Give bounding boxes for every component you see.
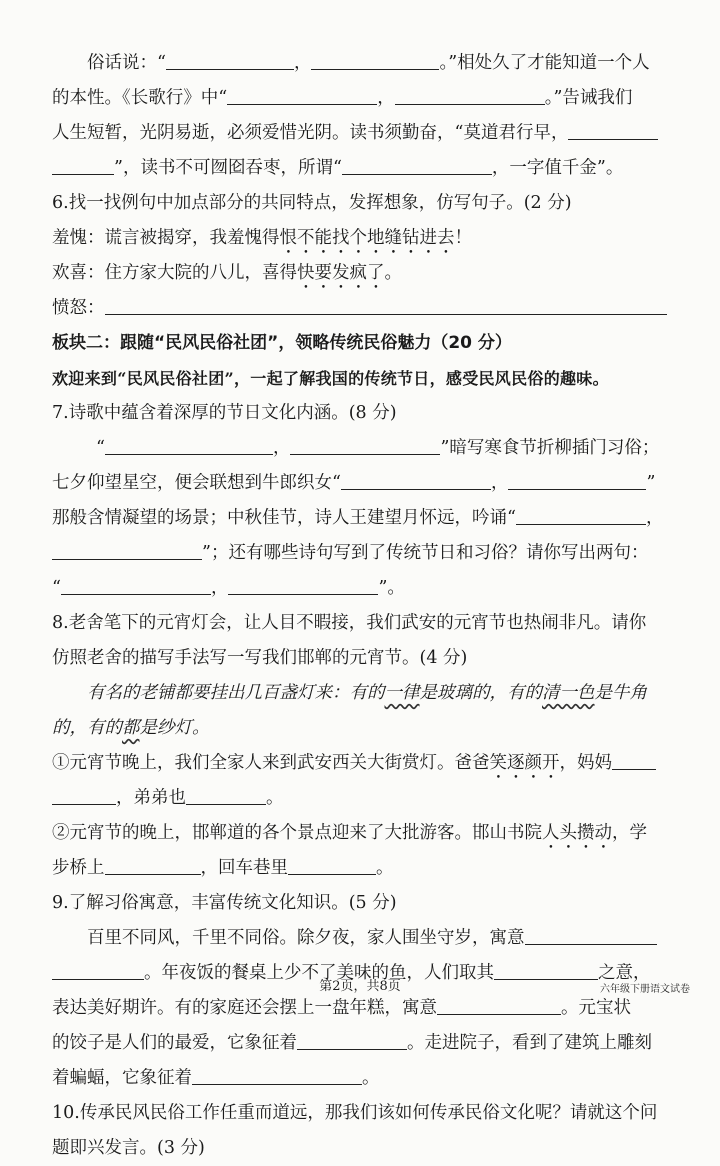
text: 俗话说：“ — [87, 53, 166, 73]
text-line — [52, 501, 674, 536]
text: 有名的老铺都要挂出几百盏灯来：有的 — [87, 683, 385, 703]
answer-blank[interactable] — [166, 47, 294, 70]
text: 那般含情凝望的场景；中秋佳节，诗人王建望月怀远，吟诵“ — [52, 508, 516, 528]
section-heading: 板块二：跟随“民风民俗社团”，领略传统民俗魅力（20 分） — [52, 333, 512, 353]
text: 。 — [384, 263, 402, 283]
text: ， — [210, 578, 229, 598]
text: 。 — [266, 788, 284, 808]
text-line — [52, 1061, 674, 1096]
text: ， — [377, 88, 395, 108]
text: 。元宝状 — [561, 998, 631, 1018]
question-10-cont: 题即兴发言。(3 分) — [52, 1138, 205, 1158]
text: “ — [96, 438, 105, 458]
answer-blank[interactable] — [297, 1027, 407, 1050]
text: ②元宵节的晚上，邯郸道的各个景点迎来了大批游客。邯山书院 — [52, 823, 542, 843]
answer-blank[interactable] — [192, 1062, 362, 1085]
text: 是纱灯。 — [139, 718, 210, 738]
text-line — [52, 991, 674, 1026]
text: 愤怒： — [52, 298, 105, 318]
text: 的，有的 — [52, 718, 122, 738]
text: ”暗写寒食节折柳插门习俗； — [440, 438, 660, 458]
answer-blank[interactable] — [508, 467, 646, 490]
text: 之意， — [598, 963, 651, 983]
text-line — [52, 921, 674, 956]
answer-blank[interactable] — [105, 852, 201, 875]
text: ，弟弟也 — [116, 788, 186, 808]
question-9: 9.了解习俗寓意，丰富传统文化知识。(5 分) — [52, 893, 397, 913]
dotted-phrase: 笑逐颜开 — [489, 753, 560, 773]
text-line — [52, 781, 674, 816]
footer-label: 六年级下册语文试卷 — [600, 984, 690, 995]
question-7: 7.诗歌中蕴含着深厚的节日文化内涵。(8 分) — [52, 403, 397, 423]
text: 表达美好期许。有的家庭还会摆上一盘年糕，寓意 — [52, 998, 437, 1018]
wavy-phrase: 一律 — [384, 683, 420, 703]
example-passage — [52, 676, 674, 711]
text: 。”相处久了才能知道一个人 — [439, 53, 650, 73]
text: ， — [645, 508, 664, 528]
text: 。 — [362, 1068, 380, 1088]
text-line — [52, 536, 674, 571]
text: 羞愧：谎言被揭穿，我羞愧得 — [52, 228, 280, 248]
question-10: 10.传承民风民俗工作任重而道远，那我们该如何传承民俗文化呢？请就这个问 — [52, 1103, 658, 1123]
answer-blank[interactable] — [525, 922, 657, 945]
answer-blank[interactable] — [61, 572, 211, 595]
text: 。”告诫我们 — [544, 88, 633, 108]
text: ”。 — [378, 578, 405, 598]
text-line — [52, 851, 674, 886]
text: 的饺子是人们的最爱，它象征着 — [52, 1033, 297, 1053]
question-8-cont: 仿照老舍的描写手法写一写我们邯郸的元宵节。(4 分) — [52, 648, 468, 668]
answer-blank[interactable] — [516, 502, 646, 525]
dotted-phrase: 恨不能找个地缝钻进去 — [279, 228, 455, 248]
text-line — [52, 1026, 674, 1061]
answer-blank[interactable] — [568, 117, 658, 140]
answer-blank[interactable] — [395, 82, 545, 105]
dotted-phrase: 人头攒动 — [542, 823, 612, 843]
answer-blank[interactable] — [288, 852, 376, 875]
text: ，妈妈 — [559, 753, 612, 773]
answer-blank[interactable] — [186, 782, 266, 805]
answer-blank[interactable] — [290, 432, 440, 455]
answer-blank[interactable] — [228, 572, 378, 595]
text: 着蝙蝠，它象征着 — [52, 1068, 192, 1088]
wavy-phrase: 都 — [122, 718, 140, 738]
text: 百里不同风，千里不同俗。除夕夜，家人围坐守岁，寓意 — [87, 928, 525, 948]
text-line — [52, 81, 674, 116]
text-line — [52, 746, 674, 781]
text: 是牛角 — [594, 683, 647, 703]
question-8: 8.老舍笔下的元宵灯会，让人目不暇接，我们武安的元宵节也热闹非凡。请你 — [52, 613, 647, 633]
text: 。 — [376, 858, 394, 878]
answer-blank[interactable] — [342, 152, 492, 175]
text: ， — [272, 438, 291, 458]
text-line — [52, 151, 674, 186]
example-line — [52, 221, 674, 256]
wavy-phrase: 清一色 — [542, 683, 595, 703]
text: 七夕仰望星空，便会联想到牛郎织女“ — [52, 473, 341, 493]
text: ，回车巷里 — [200, 858, 288, 878]
text-line — [52, 46, 674, 81]
text: 。年夜饭的餐桌上少不了美味的鱼，人们取其 — [144, 963, 494, 983]
exam-page — [52, 46, 674, 1166]
answer-blank[interactable] — [311, 47, 439, 70]
example-line — [52, 291, 674, 326]
page-number: 第2页，共8页 — [319, 979, 401, 994]
text-line — [52, 571, 674, 606]
text: 欢喜：住方家大院的八儿，喜得 — [52, 263, 297, 283]
text-line — [52, 116, 674, 151]
text: 。走进院子，看到了建筑上雕刻 — [407, 1033, 652, 1053]
answer-blank[interactable] — [612, 747, 656, 770]
text: ”，读书不可囫囵吞枣，所谓“ — [114, 158, 342, 178]
text: ！ — [454, 228, 472, 248]
section-intro: 欢迎来到“民风民俗社团”，一起了解我国的传统节日，感受民风民俗的趣味。 — [52, 369, 609, 388]
answer-blank[interactable] — [105, 292, 667, 315]
example-passage — [52, 711, 674, 746]
answer-blank[interactable] — [227, 82, 377, 105]
answer-blank[interactable] — [437, 992, 561, 1015]
answer-blank[interactable] — [52, 152, 114, 175]
text: 的本性。《长歌行》中“ — [52, 88, 228, 108]
text: ， — [293, 53, 312, 73]
text: ， — [490, 473, 509, 493]
answer-blank[interactable] — [52, 537, 202, 560]
answer-blank[interactable] — [52, 782, 116, 805]
answer-blank[interactable] — [341, 467, 491, 490]
dotted-phrase: 快要发疯了 — [297, 263, 385, 283]
text: 人生短暂，光阴易逝，必须爱惜光阴。读书须勤奋，“莫道君行早， — [52, 123, 569, 143]
text: ①元宵节晚上，我们全家人来到武安西关大街赏灯。爸爸 — [52, 753, 490, 773]
text: ” — [646, 473, 656, 493]
answer-blank[interactable] — [105, 432, 273, 455]
text-line — [52, 816, 674, 851]
text: ，学 — [612, 823, 647, 843]
text-line — [52, 466, 674, 501]
example-line — [52, 256, 674, 291]
text-line — [52, 431, 674, 466]
text: 是玻璃的，有的 — [419, 683, 542, 703]
text: “ — [52, 578, 61, 598]
question-6: 6.找一找例句中加点部分的共同特点，发挥想象，仿写句子。(2 分) — [52, 193, 572, 213]
text: ”；还有哪些诗句写到了传统节日和习俗？请你写出两句： — [202, 543, 649, 563]
text: 步桥上 — [52, 858, 105, 878]
text: ，一字值千金”。 — [491, 158, 624, 178]
